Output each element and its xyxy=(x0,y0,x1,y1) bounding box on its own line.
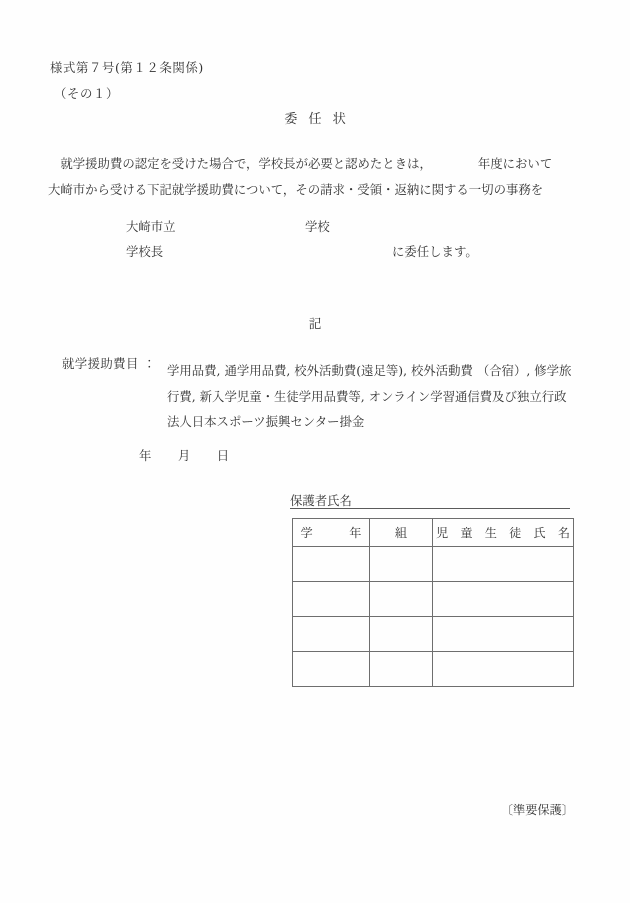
form-code: 様式第７号(第１２条関係) xyxy=(50,60,204,75)
body-line-1 xyxy=(48,151,584,177)
cell-student-name[interactable] xyxy=(433,617,574,652)
guardian-name-label: 保護者氏名 xyxy=(290,493,352,508)
principal-label: 学校長 xyxy=(126,244,164,259)
date-month-label: 月 xyxy=(177,448,191,463)
student-table xyxy=(292,518,574,687)
footer-note: 〔準要保護〕 xyxy=(500,803,574,817)
cell-student-name[interactable] xyxy=(433,582,574,617)
table-row xyxy=(293,617,574,652)
header-class: 組 xyxy=(370,519,433,547)
cell-grade[interactable] xyxy=(293,547,370,582)
body-line-1-tail: 年度において xyxy=(477,156,553,171)
date-line[interactable] xyxy=(113,450,230,462)
expense-items-line-3: 法人日本スポーツ振興センター掛金 xyxy=(167,414,365,429)
guardian-name-underline xyxy=(290,508,570,509)
body-line-2: 大崎市から受ける下記就学援助費について，その請求・受領・返納に関する一切の事務を xyxy=(48,182,544,197)
entrust-text: に委任します。 xyxy=(392,244,478,259)
table-row xyxy=(293,547,574,582)
cell-class[interactable] xyxy=(370,547,433,582)
expense-items-label: 就学援助費目 ： xyxy=(62,356,156,371)
cell-class[interactable] xyxy=(370,652,433,687)
body-paragraph xyxy=(48,151,584,203)
form-sub-number: （その１） xyxy=(54,86,119,101)
cell-grade[interactable] xyxy=(293,617,370,652)
guardian-name-field[interactable] xyxy=(290,490,570,509)
municipality-prefix: 大崎市立 xyxy=(126,219,176,234)
cell-class[interactable] xyxy=(370,582,433,617)
body-line-1-text: 就学援助費の認定を受けた場合で，学校長が必要と認めたときは， xyxy=(48,156,432,171)
student-table-head xyxy=(293,519,574,547)
cell-student-name[interactable] xyxy=(433,547,574,582)
school-word: 学校 xyxy=(305,219,330,234)
table-row xyxy=(293,582,574,617)
document-title: 委任状 xyxy=(284,112,357,127)
cell-grade[interactable] xyxy=(293,582,370,617)
student-table-body xyxy=(293,547,574,687)
header-grade: 学 年 xyxy=(293,519,370,547)
cell-student-name[interactable] xyxy=(433,652,574,687)
table-header-row xyxy=(293,519,574,547)
expense-items-line-1: 学用品費, 通学用品費, 校外活動費(遠足等), 校外活動費 （合宿）, 修学旅 xyxy=(167,363,572,378)
date-year-label: 年 xyxy=(139,448,152,463)
expense-items-body xyxy=(167,358,572,435)
table-row xyxy=(293,652,574,687)
cell-class[interactable] xyxy=(370,617,433,652)
header-student-name: 児 童 生 徒 氏 名 xyxy=(433,519,574,547)
date-day-label: 日 xyxy=(216,448,230,463)
expense-items-line-2: 行費, 新入学児童・生徒学用品費等, オンライン学習通信費及び独立行政 xyxy=(167,388,567,404)
cell-grade[interactable] xyxy=(293,652,370,687)
ki-marker: 記 xyxy=(308,316,322,331)
